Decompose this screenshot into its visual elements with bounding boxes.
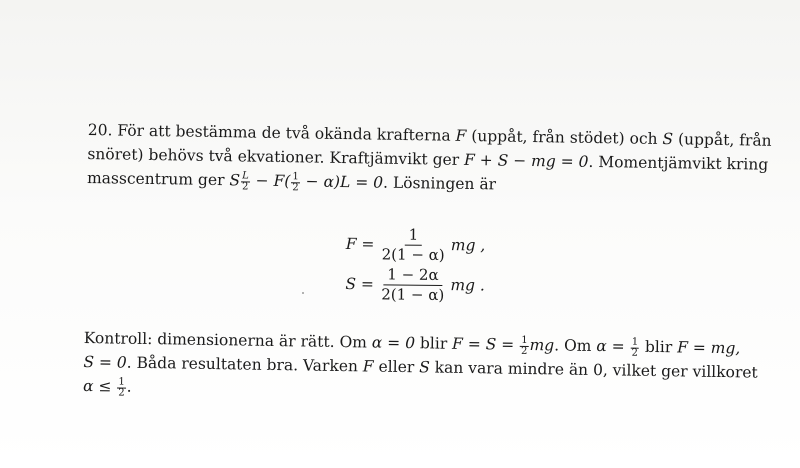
fraction-half-1: $\frac{1}{2}$ <box>520 334 528 357</box>
fraction-half-2: $\frac{1}{2}$ <box>631 336 639 359</box>
problem-line-1: 20. För att bestämma de två okända krafterna F (uppåt, från stödet) och S (uppåt, från <box>87 120 772 150</box>
fraction-half-3: $\frac{1}{2}$ <box>118 376 125 399</box>
problem-paragraph <box>87 118 772 201</box>
equation-F: F = $\frac{1}{2(1 - \alpha)}$ mg , <box>345 225 486 264</box>
fraction-S: $\frac{1 - 2\alpha}{2(1 - \alpha)}$ <box>381 264 445 304</box>
check-line-1: Kontroll: dimensionerna är rätt. Om α = 0 blir F = S = $\frac{1}{2}$ mg. Om α = $\frac{1}{2}$ blir F = mg, <box>83 328 741 359</box>
fraction-F: $\frac{1}{2(1 - \alpha)}$ <box>381 225 445 264</box>
fraction-one-half: $\frac{1}{2}$ <box>292 170 299 193</box>
fraction-L-over-2: $\frac{L}{2}$ <box>241 169 249 193</box>
force-equilibrium-equation: F + S − mg = 0 <box>463 150 589 171</box>
equation-S: S = $\frac{1 - 2\alpha}{2(1 - \alpha)}$ mg . <box>345 264 485 304</box>
problem-line-3: masscentrum ger S $\frac{L}{2}$ − F( $\frac{1}{2}$ − α)L = 0. Lösningen är <box>86 168 497 194</box>
solution-equations <box>345 224 485 305</box>
check-line-2: S = 0. Båda resultaten bra. Varken F eller S kan vara mindre än 0, vilket ger villkoret <box>83 352 758 382</box>
check-line-3: α ≤ $\frac{1}{2}$ . <box>82 376 132 399</box>
check-paragraph <box>83 326 758 409</box>
problem-line-2: snöret) behövs två ekvationer. Kraftjämvikt ger F + S − mg = 0. Momentjämvikt kring <box>87 144 769 174</box>
paper-speck <box>302 292 304 294</box>
